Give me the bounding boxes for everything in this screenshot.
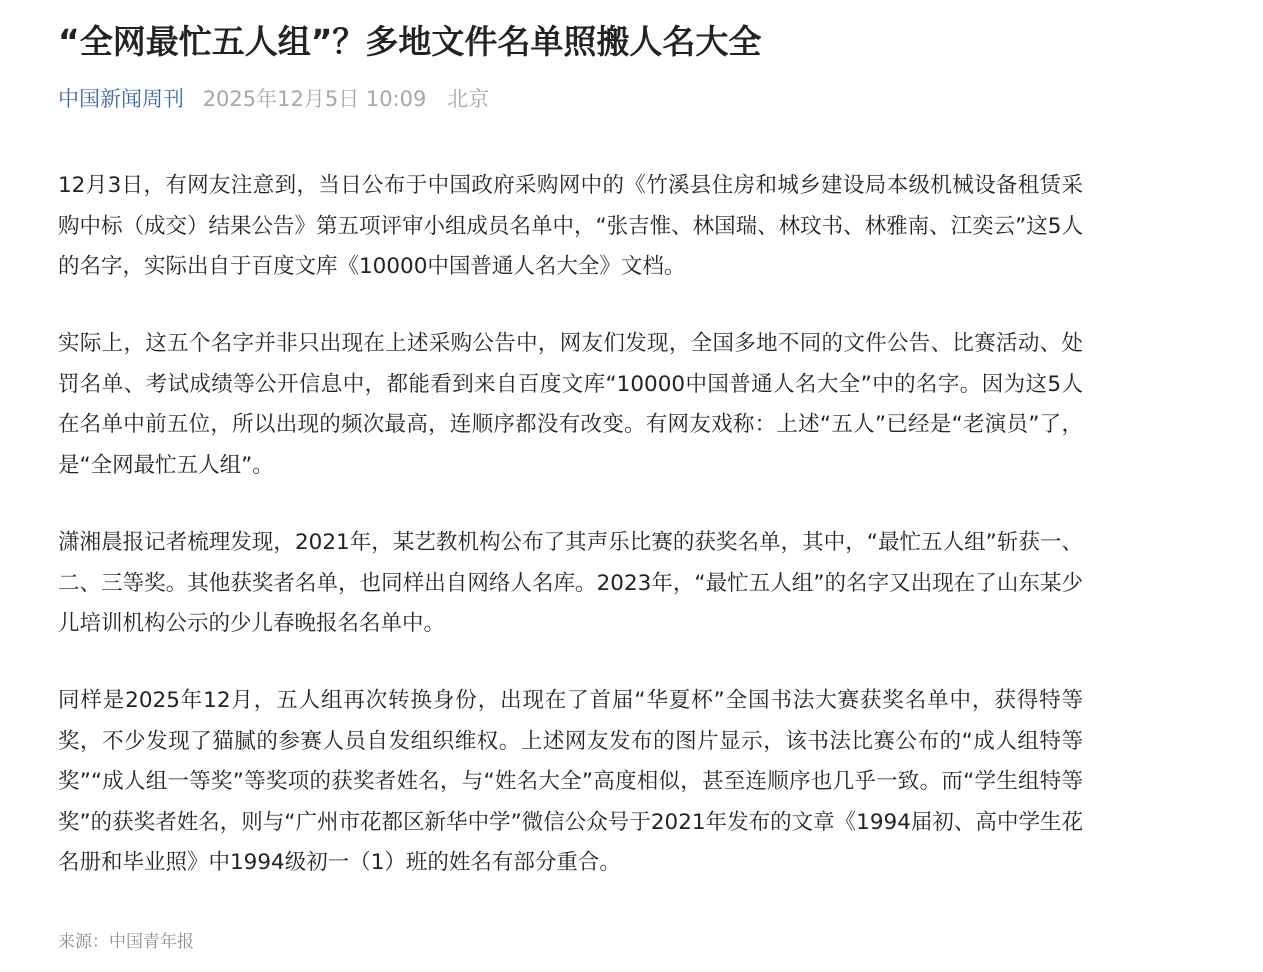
article-title: “全网最忙五人组”？多地文件名单照搬人名大全 xyxy=(58,22,762,61)
article-meta xyxy=(58,82,489,116)
article-paragraph-1: 12月3日，有网友注意到，当日公布于中国政府采购网中的《竹溪县住房和城乡建设局本级机械设备租赁采购中标（成交）结果公告》第五项评审小组成员名单中，“张吉惟、林国瑞、林玟书、林雅南、江奕云”这5人的名字，实际出自于百度文库《10000中国普通人名大全》文档。 xyxy=(58,173,1083,279)
publish-location: 北京 xyxy=(447,87,490,111)
article-paragraph-2: 实际上，这五个名字并非只出现在上述采购公告中，网友们发现，全国多地不同的文件公告、比赛活动、处罚名单、考试成绩等公开信息中，都能看到来自百度文库“10000中国普通人名大全”中的名字。因为这5人在名单中前五位，所以出现的频次最高，连顺序都没有改变。有网友戏称：上述“五人”已经是“老演员”了，是“全网最忙五人组”。 xyxy=(58,331,1083,478)
article-paragraph-4: 同样是2025年12月，五人组再次转换身份，出现在了首届“华夏杯”全国书法大赛获奖名单中，获得特等奖，不少发现了猫腻的参赛人员自发组织维权。上述网友发布的图片显示，该书法比赛公布的“成人组特等奖”“成人组一等奖”等奖项的获奖者姓名，与“姓名大全”高度相似，甚至连顺序也几乎一致。而“学生组特等奖”的获奖者姓名，则与“广州市花都区新华中学”微信公众号于2021年发布的文章《1994届初、高中学生花名册和毕业照》中1994级初一（1）班的姓名有部分重合。 xyxy=(58,688,1083,875)
article-paragraph-3: 潇湘晨报记者梳理发现，2021年，某艺教机构公布了其声乐比赛的获奖名单，其中，“最忙五人组”斩获一、二、三等奖。其他获奖者名单，也同样出自网络人名库。2023年，“最忙五人组”的名字又出现在了山东某少儿培训机构公示的少儿春晚报名名单中。 xyxy=(58,530,1083,636)
source-link[interactable]: 中国新闻周刊 xyxy=(58,87,184,111)
publish-date: 2025年12月5日 10:09 xyxy=(202,87,427,111)
article-source-credit: 来源：中国青年报 xyxy=(58,932,194,952)
